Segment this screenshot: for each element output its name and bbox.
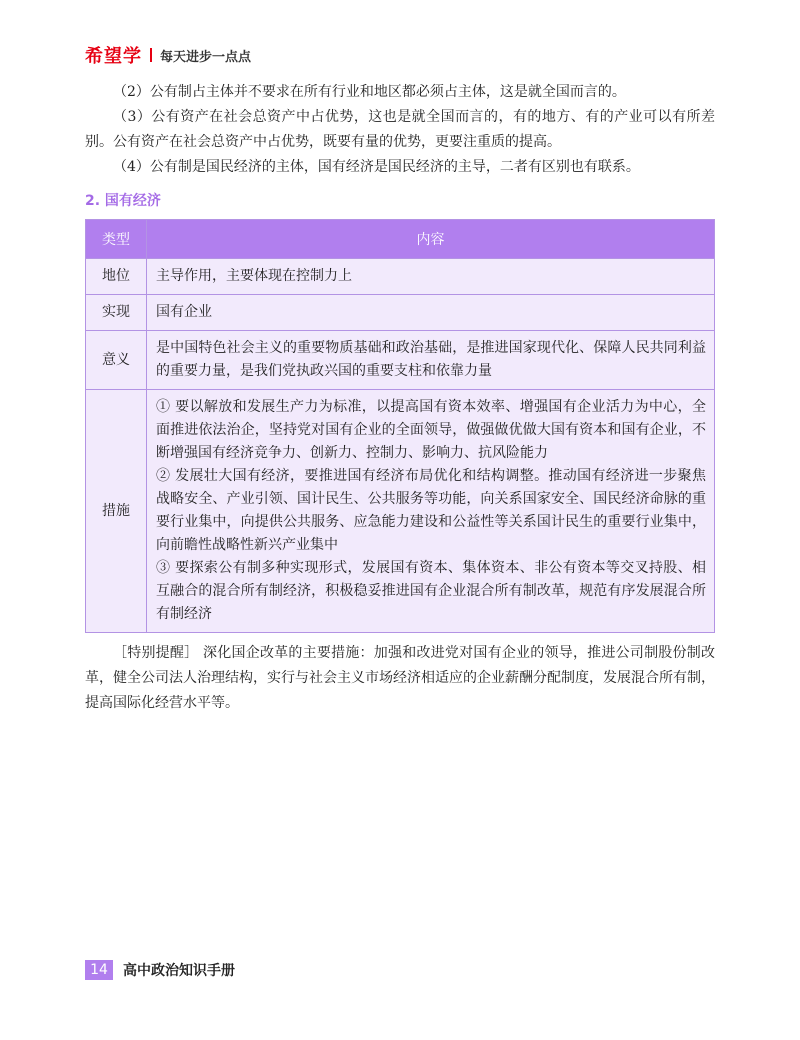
section-title: 2. 国有经济 [85, 193, 161, 209]
table-row [86, 331, 715, 390]
table-row [86, 295, 715, 331]
header-content: 内容 [147, 220, 715, 259]
page-number: 14 [85, 960, 113, 980]
table-row [86, 390, 715, 633]
header-divider [150, 48, 152, 62]
paragraph-4: （4）公有制是国民经济的主体，国有经济是国民经济的主导，二者有区别也有联系。 [113, 159, 640, 175]
page-header [85, 40, 251, 70]
special-reminder-note: ［特别提醒］ 深化国企改革的主要措施：加强和改进党对国有企业的领导，推进公司制股份制改革，健全公司法人治理结构，实行与社会主义市场经济相适应的企业薪酬分配制度，发展混合所有制，提高国际化经营水平等。 [85, 645, 715, 711]
table-header-row [86, 220, 715, 259]
measure-item-2: ② 发展壮大国有经济，要推进国有经济布局优化和结构调整。推动国有经济进一步聚焦战略安全、产业引领、国计民生、公共服务等功能，向关系国家安全、国民经济命脉的重要行业集中，向提供公共服务、应急能力建设和公益性等关系国计民生的重要行业集中，向前瞻性战略性新兴产业集中 [156, 468, 706, 553]
header-slogan: 每天进步一点点 [160, 49, 252, 65]
row-content-significance: 是中国特色社会主义的重要物质基础和政治基础，是推进国家现代化、保障人民共同利益的重要力量，是我们党执政兴国的重要支柱和依靠力量 [147, 331, 715, 390]
row-content-realization: 国有企业 [147, 295, 715, 331]
brand-logo: 希望学 [85, 46, 142, 67]
page-content [85, 80, 715, 716]
row-type-realization: 实现 [86, 295, 147, 331]
measure-item-3: ③ 要探索公有制多种实现形式，发展国有资本、集体资本、非公有资本等交叉持股、相互融合的混合所有制经济，积极稳妥推进国有企业混合所有制改革，规范有序发展混合所有制经济 [156, 560, 706, 622]
paragraph-3: （3）公有资产在社会总资产中占优势，这也是就全国而言的，有的地方、有的产业可以有所差别。公有资产在社会总资产中占优势，既要有量的优势，更要注重质的提高。 [85, 109, 715, 150]
row-type-status: 地位 [86, 259, 147, 295]
row-type-measures: 措施 [86, 390, 147, 633]
row-type-significance: 意义 [86, 331, 147, 390]
state-economy-table [85, 219, 715, 633]
book-title: 高中政治知识手册 [123, 963, 235, 979]
page-footer [85, 960, 235, 980]
header-type: 类型 [86, 220, 147, 259]
paragraph-2: （2）公有制占主体并不要求在所有行业和地区都必须占主体，这是就全国而言的。 [113, 84, 626, 100]
row-content-status: 主导作用，主要体现在控制力上 [147, 259, 715, 295]
measure-item-1: ① 要以解放和发展生产力为标准，以提高国有资本效率、增强国有企业活力为中心，全面推进依法治企，坚持党对国有企业的全面领导，做强做优做大国有资本和国有企业，不断增强国有经济竞争力、创新力、控制力、影响力、抗风险能力 [156, 399, 706, 461]
row-content-measures [147, 390, 715, 633]
table-row [86, 259, 715, 295]
